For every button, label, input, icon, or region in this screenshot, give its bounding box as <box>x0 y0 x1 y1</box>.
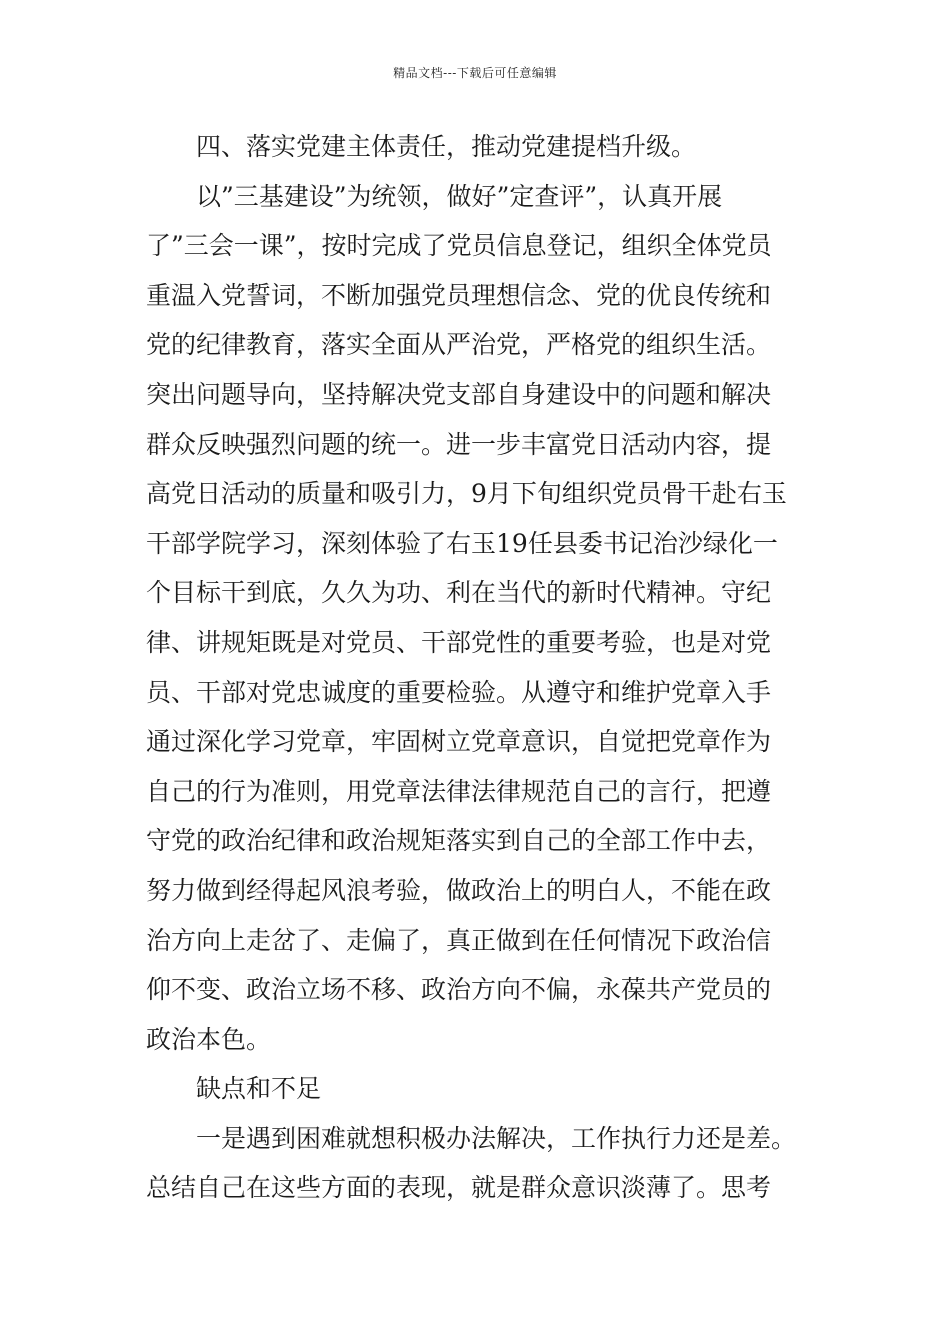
text-line: 一是遇到困难就想积极办法解决，工作执行力还是差。 <box>196 1123 797 1153</box>
text-line: 治方向上走岔了、走偏了，真正做到在任何情况下政治信 <box>146 925 772 955</box>
text-line: 努力做到经得起风浪考验，做政治上的明白人，不能在政 <box>146 875 772 905</box>
text-line: 通过深化学习党章，牢固树立党章意识，自觉把党章作为 <box>146 727 772 757</box>
document-body <box>146 122 826 1213</box>
text-line: 突出问题导向，坚持解决党支部自身建设中的问题和解决 <box>146 379 772 409</box>
text-line: 干部学院学习，深刻体验了右玉19任县委书记治沙绿化一 <box>146 528 778 558</box>
text-line: 政治本色。 <box>146 1024 272 1054</box>
text-line: 仰不变、政治立场不移、政治方向不偏，永葆共产党员的 <box>146 975 772 1005</box>
text-line: 律、讲规矩既是对党员、干部党性的重要考验，也是对党 <box>146 627 772 657</box>
text-line: 员、干部对党忠诚度的重要检验。从遵守和维护党章入手 <box>146 677 772 707</box>
text-line: 了”三会一课”，按时完成了党员信息登记，组织全体党员 <box>146 231 772 261</box>
text-line: 党的纪律教育，落实全面从严治党，严格党的组织生活。 <box>146 330 772 360</box>
text-line: 守党的政治纪律和政治规矩落实到自己的全部工作中去， <box>146 826 772 856</box>
text-line: 总结自己在这些方面的表现，就是群众意识淡薄了。思考 <box>146 1173 772 1203</box>
text-line: 高党日活动的质量和吸引力，9月下旬组织党员骨干赴右玉 <box>146 479 787 509</box>
text-line: 自己的行为准则，用党章法律法律规范自己的言行，把遵 <box>146 776 772 806</box>
text-line: 群众反映强烈问题的统一。进一步丰富党日活动内容，提 <box>146 429 772 459</box>
section-heading: 四、落实党建主体责任，推动党建提档升级。 <box>196 132 697 161</box>
text-line: 以”三基建设”为统领，做好”定查评”，认真开展 <box>196 181 723 211</box>
text-line: 个目标干到底，久久为功、利在当代的新时代精神。守纪 <box>146 578 772 608</box>
section-heading: 缺点和不足 <box>196 1074 322 1104</box>
text-line: 重温入党誓词，不断加强党员理想信念、党的优良传统和 <box>146 280 772 310</box>
page-header: 精品文档---下载后可任意编辑 <box>393 66 557 80</box>
